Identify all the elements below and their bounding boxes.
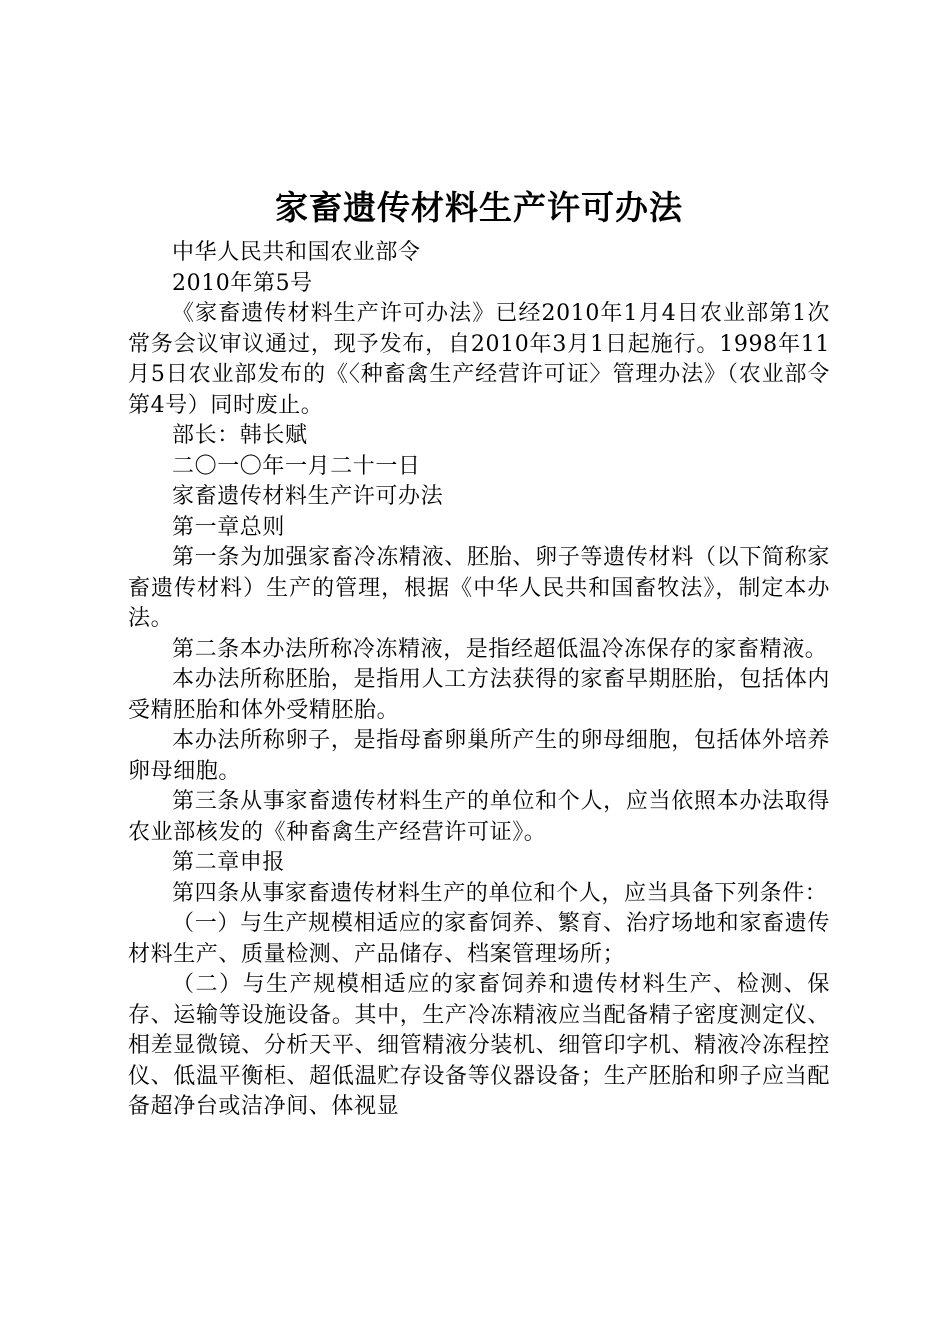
paragraph-oocyte-definition: 本办法所称卵子，是指母畜卵巢所产生的卵母细胞，包括体外培养卵母细胞。 (128, 728, 830, 784)
document-title: 家畜遗传材料生产许可办法 (275, 188, 683, 227)
paragraph-minister: 部长：韩长赋 (172, 423, 308, 448)
paragraph-decree-issuer: 中华人民共和国农业部令 (172, 240, 421, 265)
paragraph-decree-number: 2010年第5号 (172, 270, 313, 296)
paragraph-embryo-definition: 本办法所称胚胎，是指用人工方法获得的家畜早期胚胎，包括体内受精胚胎和体外受精胚胎。 (128, 667, 830, 723)
document-page (128, 178, 830, 1123)
paragraph-chapter-1: 第一章总则 (172, 514, 286, 540)
paragraph-condition-2: （二）与生产规模相适应的家畜饲养和遗传材料生产、检测、保存、运输等设施设备。其中，生产冷冻精液应当配备精子密度测定仪、相差显微镜、分析天平、细管精液分装机、细管印字机、精液冷冻程控仪、低温平衡柜、超低温贮存设备等仪器设备；生产胚胎和卵子应当配备超净台或洁净间、体视显 (128, 972, 830, 1119)
paragraph-condition-1: （一）与生产规模相适应的家畜饲养、繁育、治疗场地和家畜遗传材料生产、质量检测、产品储存、档案管理场所； (128, 911, 830, 967)
paragraph-article-1: 第一条为加强家畜冷冻精液、胚胎、卵子等遗传材料（以下简称家畜遗传材料）生产的管理，根据《中华人民共和国畜牧法》，制定本办法。 (128, 545, 830, 631)
paragraph-date: 二〇一〇年一月二十一日 (172, 453, 421, 479)
paragraph-article-3: 第三条从事家畜遗传材料生产的单位和个人，应当依照本办法取得农业部核发的《种畜禽生产经营许可证》。 (128, 789, 830, 845)
paragraph-promulgation: 《家畜遗传材料生产许可办法》已经2010年1月4日农业部第1次常务会议审议通过，现予发布，自2010年3月1日起施行。1998年11月5日农业部发布的《〈种畜禽生产经营许可证〉管理办法》（农业部令第4号）同时废止。 (128, 301, 830, 418)
paragraph-chapter-2: 第二章申报 (172, 850, 286, 875)
paragraph-subtitle: 家畜遗传材料生产许可办法 (172, 484, 444, 509)
paragraph-article-2: 第二条本办法所称冷冻精液，是指经超低温冷冻保存的家畜精液。 (172, 636, 828, 662)
paragraph-article-4: 第四条从事家畜遗传材料生产的单位和个人，应当具备下列条件： (172, 880, 828, 906)
